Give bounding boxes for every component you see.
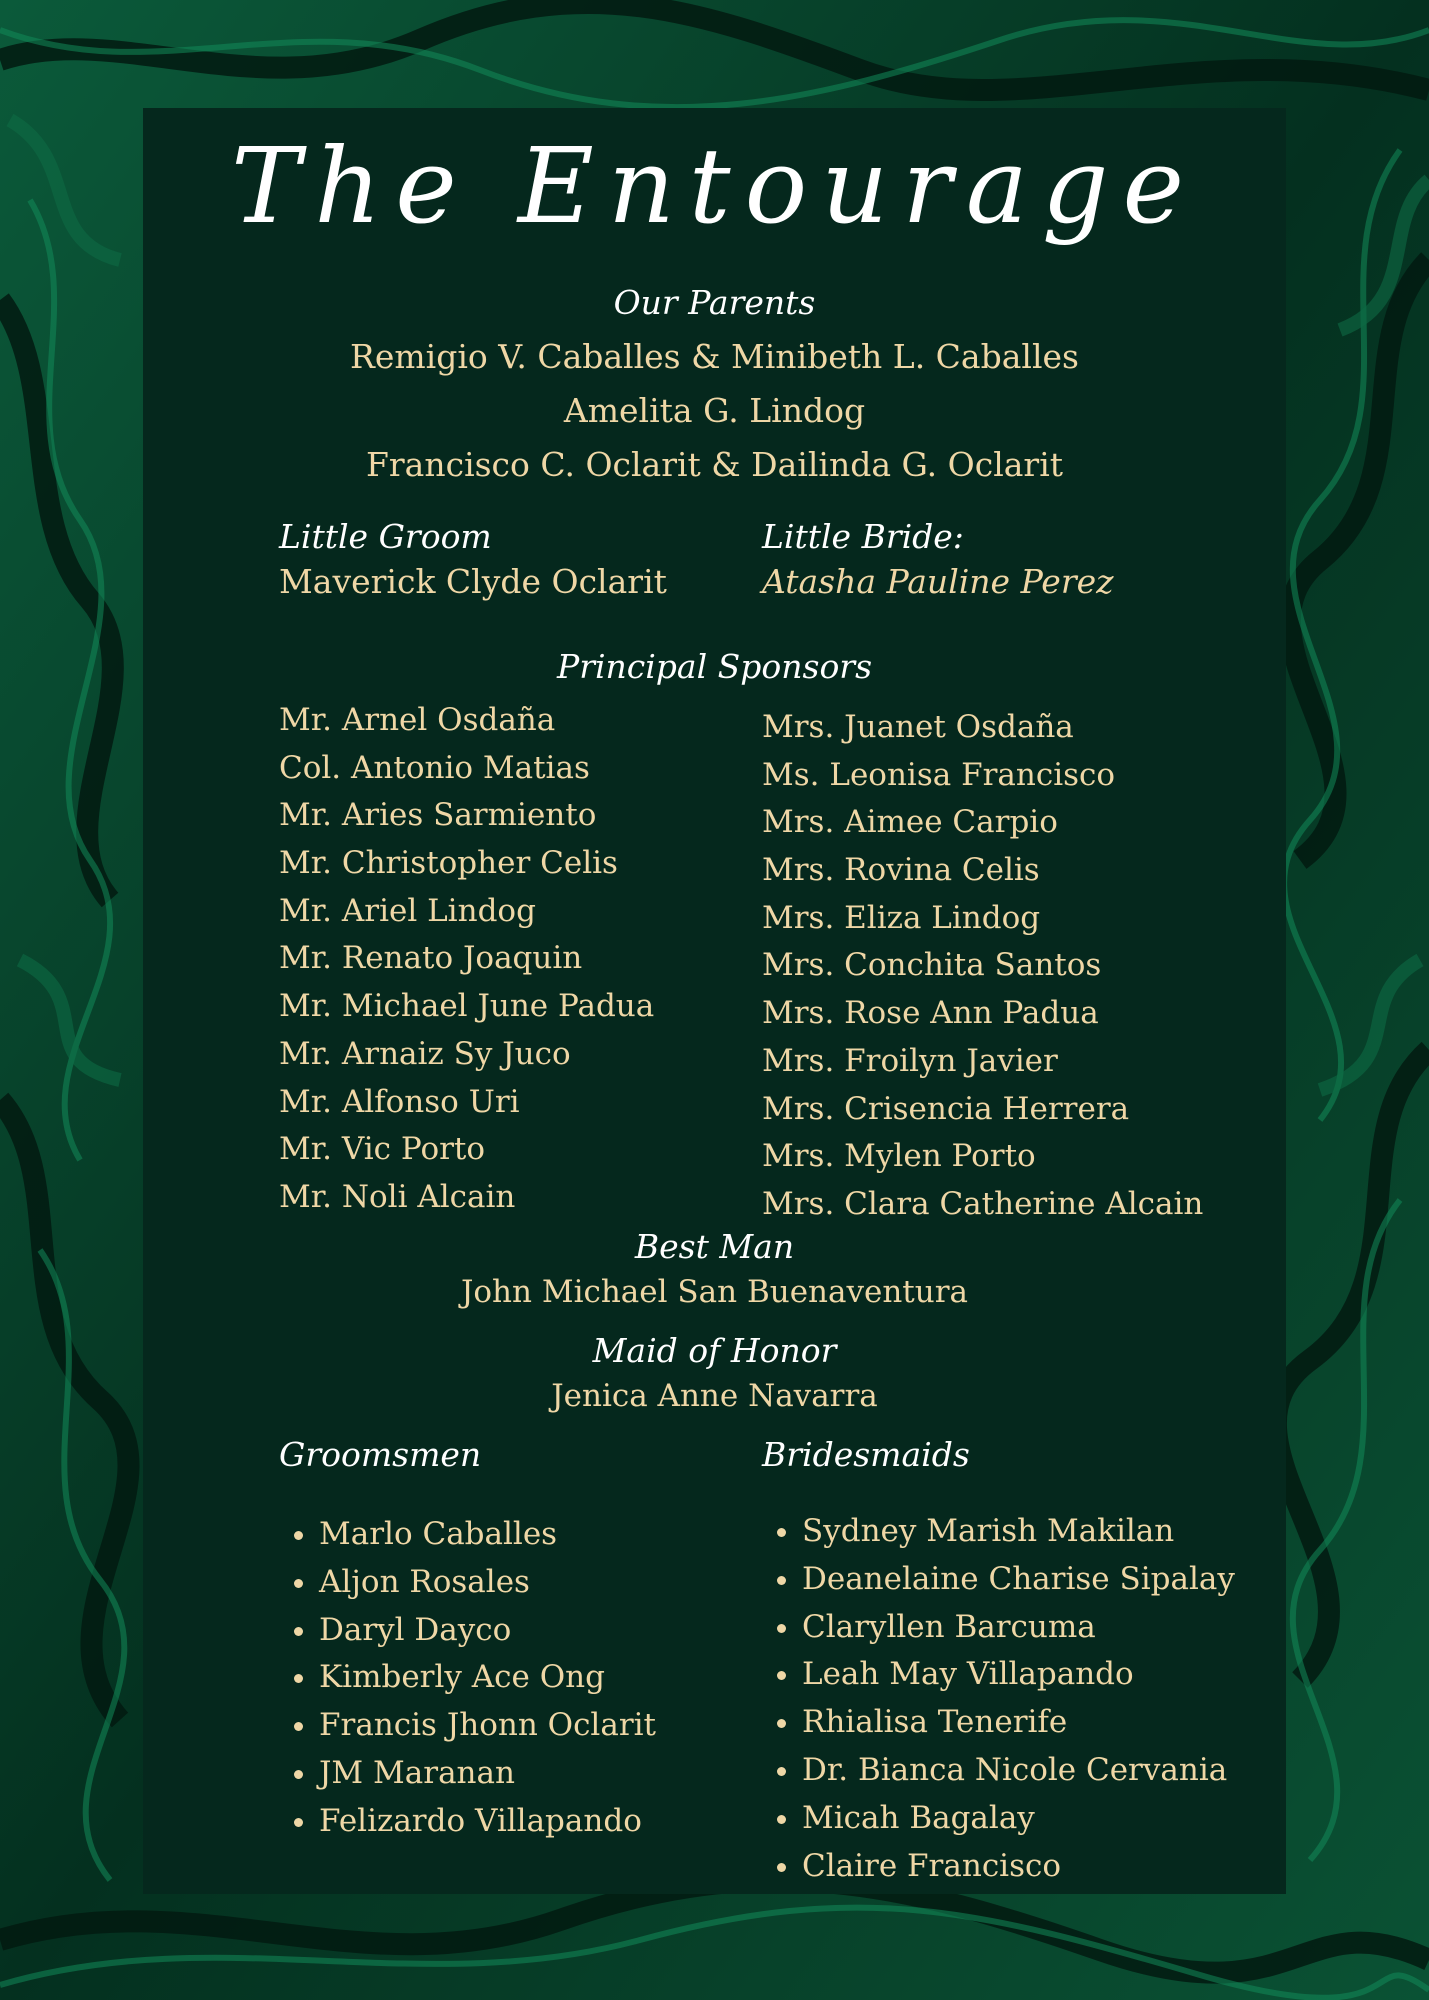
sponsor-man: Col. Antonio Matias [279,749,590,786]
page-title: The Entourage [230,125,1199,247]
groomsman: • Felizardo Villapando [319,1806,656,1854]
groomsman: • Daryl Dayco [319,1615,656,1663]
sponsor-man: Mr. Arnaiz Sy Juco [279,1035,571,1072]
sponsors-women-list [762,709,1204,1237]
bridesmaids-heading: Bridesmaids [762,1435,970,1474]
sponsor-man: Mr. Christopher Celis [279,845,618,882]
groomsman: • Kimberly Ace Ong [319,1662,656,1710]
sponsor-woman: Mrs. Aimee Carpio [762,804,1058,841]
maid-of-honor-heading: Maid of Honor [592,1331,837,1370]
little-groom-name: Maverick Clyde Oclarit [279,562,667,601]
bridesmaid: • Leah May Villapando [802,1659,1235,1707]
groomsman: • Marlo Caballes [319,1519,656,1567]
bridesmaids-list [762,1513,1235,1898]
bridesmaid: • Micah Bagalay [802,1803,1235,1851]
parents-line-3: Francisco C. Oclarit & Dailinda G. Oclarit [365,445,1064,484]
sponsor-man: Mr. Aries Sarmiento [279,797,597,834]
sponsor-woman: Mrs. Eliza Lindog [762,899,1041,936]
sponsor-man: Mr. Vic Porto [279,1131,486,1168]
groomsman: • Aljon Rosales [319,1567,656,1615]
sponsors-men-list [279,702,655,1230]
sponsor-woman: Mrs. Conchita Santos [762,947,1102,984]
sponsor-woman: Mrs. Clara Catherine Alcain [762,1185,1204,1222]
groomsman: • Francis Jhonn Oclarit [319,1710,656,1758]
little-groom-heading: Little Groom [279,517,492,556]
sponsor-woman: Ms. Leonisa Francisco [762,756,1116,793]
sponsor-man: Mr. Arnel Osdaña [279,702,556,738]
best-man-name: John Michael San Buenaventura [460,1274,969,1310]
maid-of-honor-name: Jenica Anne Navarra [551,1378,878,1414]
sponsor-woman: Mrs. Mylen Porto [762,1138,1036,1175]
parents-heading: Our Parents [613,283,816,322]
sponsor-man: Mr. Alfonso Uri [279,1083,520,1120]
best-man-heading: Best Man [634,1227,795,1266]
bridesmaid: • Dr. Bianca Nicole Cervania [802,1755,1235,1803]
little-bride-name: Atasha Pauline Perez [762,562,1114,601]
groomsman: • JM Maranan [319,1758,656,1806]
sponsor-woman: Mrs. Crisencia Herrera [762,1090,1130,1127]
sponsor-woman: Mrs. Rose Ann Padua [762,995,1099,1032]
bridesmaid: • Claire Francisco [802,1851,1235,1899]
little-bride-heading: Little Bride: [762,517,964,556]
bridesmaid: • Claryllen Barcuma [802,1612,1235,1660]
parents-line-2: Amelita G. Lindog [563,391,866,430]
principal-sponsors-heading: Principal Sponsors [556,647,873,686]
sponsor-man: Mr. Michael June Padua [279,988,655,1025]
sponsor-woman: Mrs. Juanet Osdaña [762,709,1074,745]
groomsmen-heading: Groomsmen [279,1435,482,1474]
sponsor-woman: Mrs. Rovina Celis [762,852,1040,889]
sponsor-man: Mr. Renato Joaquin [279,940,583,977]
sponsor-man: Mr. Ariel Lindog [279,892,536,929]
parents-line-1: Remigio V. Caballes & Minibeth L. Caballes [350,337,1079,376]
bridesmaid: • Deanelaine Charise Sipalay [802,1564,1235,1612]
bridesmaid: • Sydney Marish Makilan [802,1516,1235,1564]
sponsor-man: Mr. Noli Alcain [279,1178,516,1215]
groomsmen-list [279,1516,657,1854]
bridesmaid: • Rhialisa Tenerife [802,1707,1235,1755]
content-panel [143,108,1286,1894]
sponsor-woman: Mrs. Froilyn Javier [762,1042,1058,1079]
